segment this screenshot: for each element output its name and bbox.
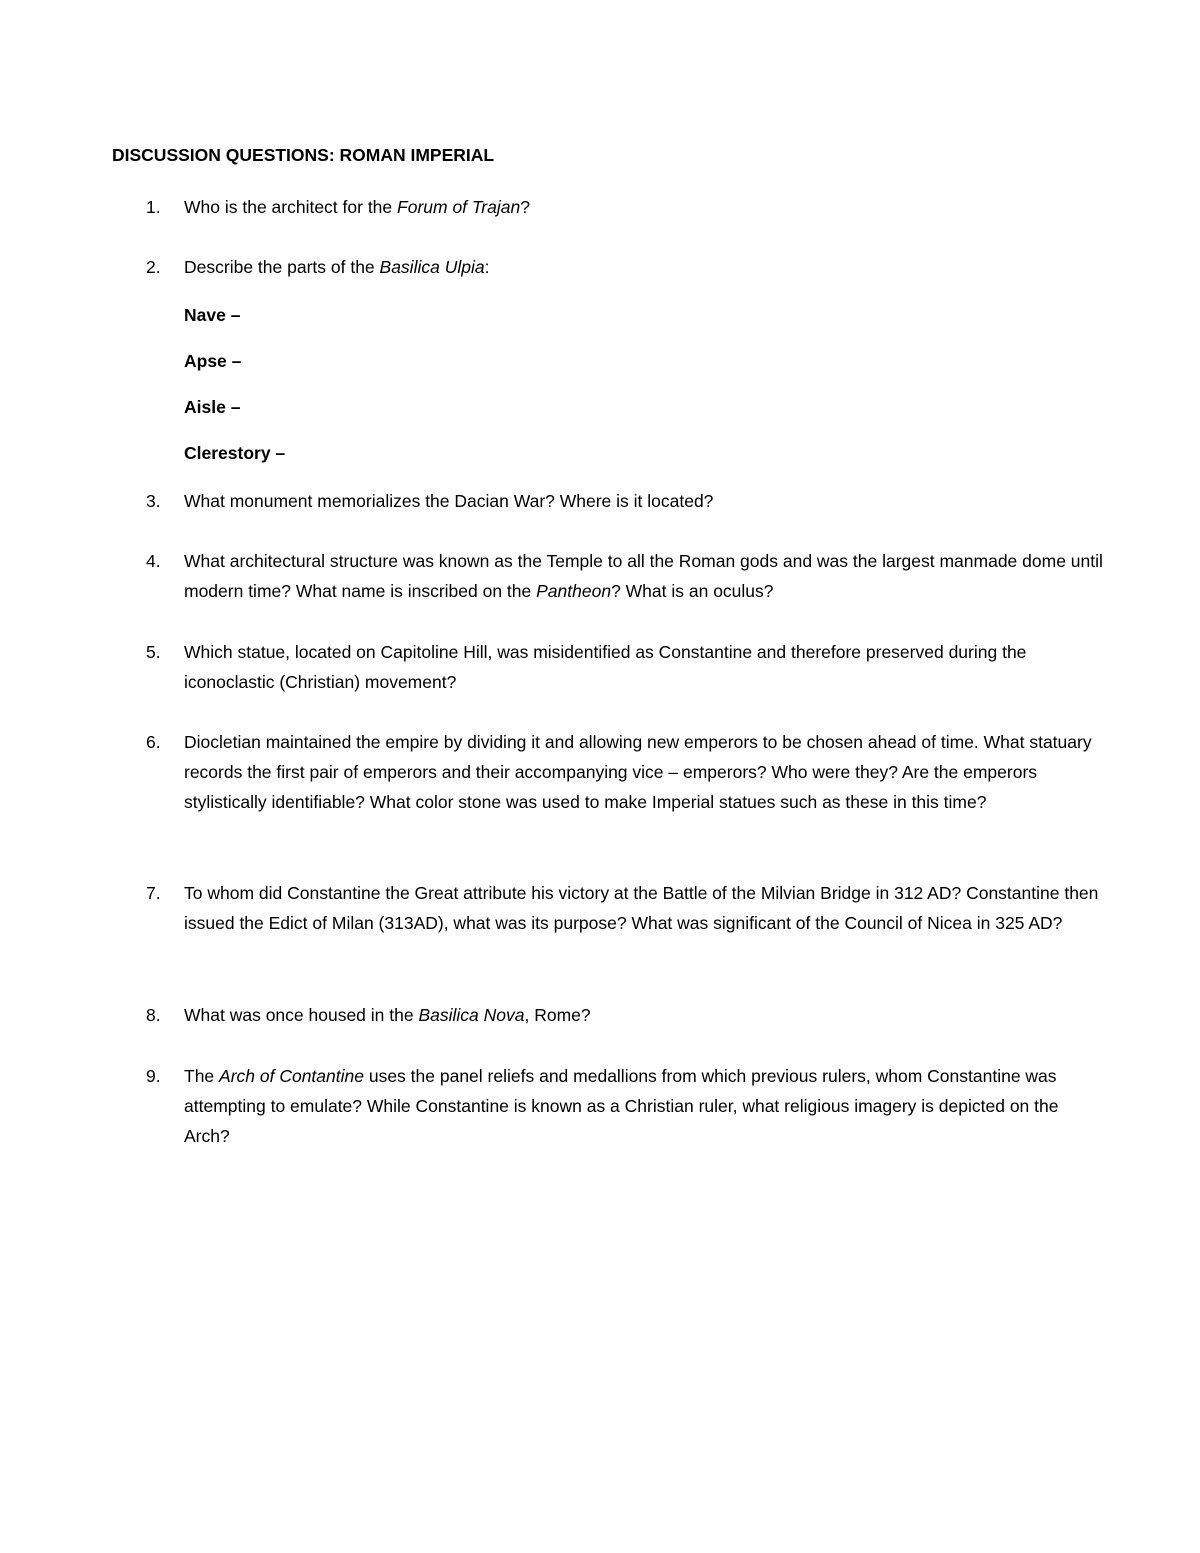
term-clerestory: Clerestory – xyxy=(184,443,286,463)
question-number: 5. xyxy=(146,642,161,662)
question-number: 9. xyxy=(146,1066,161,1086)
question-6 xyxy=(146,727,1106,817)
question-text: What was once housed in the Basilica Nova, Rome? xyxy=(184,1005,591,1025)
question-1 xyxy=(146,192,1106,222)
question-number: 1. xyxy=(146,197,161,217)
question-number: 7. xyxy=(146,883,161,903)
question-number: 3. xyxy=(146,491,161,511)
question-text: Who is the architect for the Forum of Trajan? xyxy=(184,197,530,217)
question-text: What monument memorializes the Dacian War? Where is it located? xyxy=(184,491,714,511)
term-apse: Apse – xyxy=(184,351,242,371)
question-text: Which statue, located on Capitoline Hill, was misidentified as Constantine and therefore preserved during the iconoclastic (Christian) movement? xyxy=(184,642,1027,692)
question-text: Describe the parts of the Basilica Ulpia: xyxy=(184,257,490,277)
question-text: What architectural structure was known as the Temple to all the Roman gods and was the largest manmade dome until modern time? What name is inscribed on the Pantheon? What is an oculus? xyxy=(184,551,1103,601)
question-number: 6. xyxy=(146,732,161,752)
question-4 xyxy=(146,546,1106,606)
question-text: To whom did Constantine the Great attribute his victory at the Battle of the Milvian Bridge in 312 AD? Constantine then issued the Edict of Milan (313AD), what was its purpose? What was significant of the Council of Nicea in 325 AD? xyxy=(184,883,1099,933)
question-text: Diocletian maintained the empire by dividing it and allowing new emperors to be chosen ahead of time. What statuary records the first pair of emperors and their accompanying vice – emperors? Who were they? Are the emperors stylistically identifiable? What color stone was used to make Imperial statues such as these in this time? xyxy=(184,732,1092,812)
question-number: 2. xyxy=(146,257,161,277)
question-8 xyxy=(146,1000,1106,1030)
question-2 xyxy=(146,252,1106,282)
question-5 xyxy=(146,637,1106,697)
question-7 xyxy=(146,878,1106,938)
term-nave: Nave – xyxy=(184,305,241,325)
question-number: 4. xyxy=(146,551,161,571)
question-text: The Arch of Contantine uses the panel reliefs and medallions from which previous rulers, whom Constantine was attempting to emulate? While Constantine is known as a Christian ruler, what religious imagery is depicted on the Arch? xyxy=(184,1066,1059,1146)
question-9 xyxy=(146,1061,1106,1151)
page-title: DISCUSSION QUESTIONS: ROMAN IMPERIAL xyxy=(112,145,495,165)
term-aisle: Aisle – xyxy=(184,397,241,417)
question-3 xyxy=(146,486,1106,516)
question-number: 8. xyxy=(146,1005,161,1025)
